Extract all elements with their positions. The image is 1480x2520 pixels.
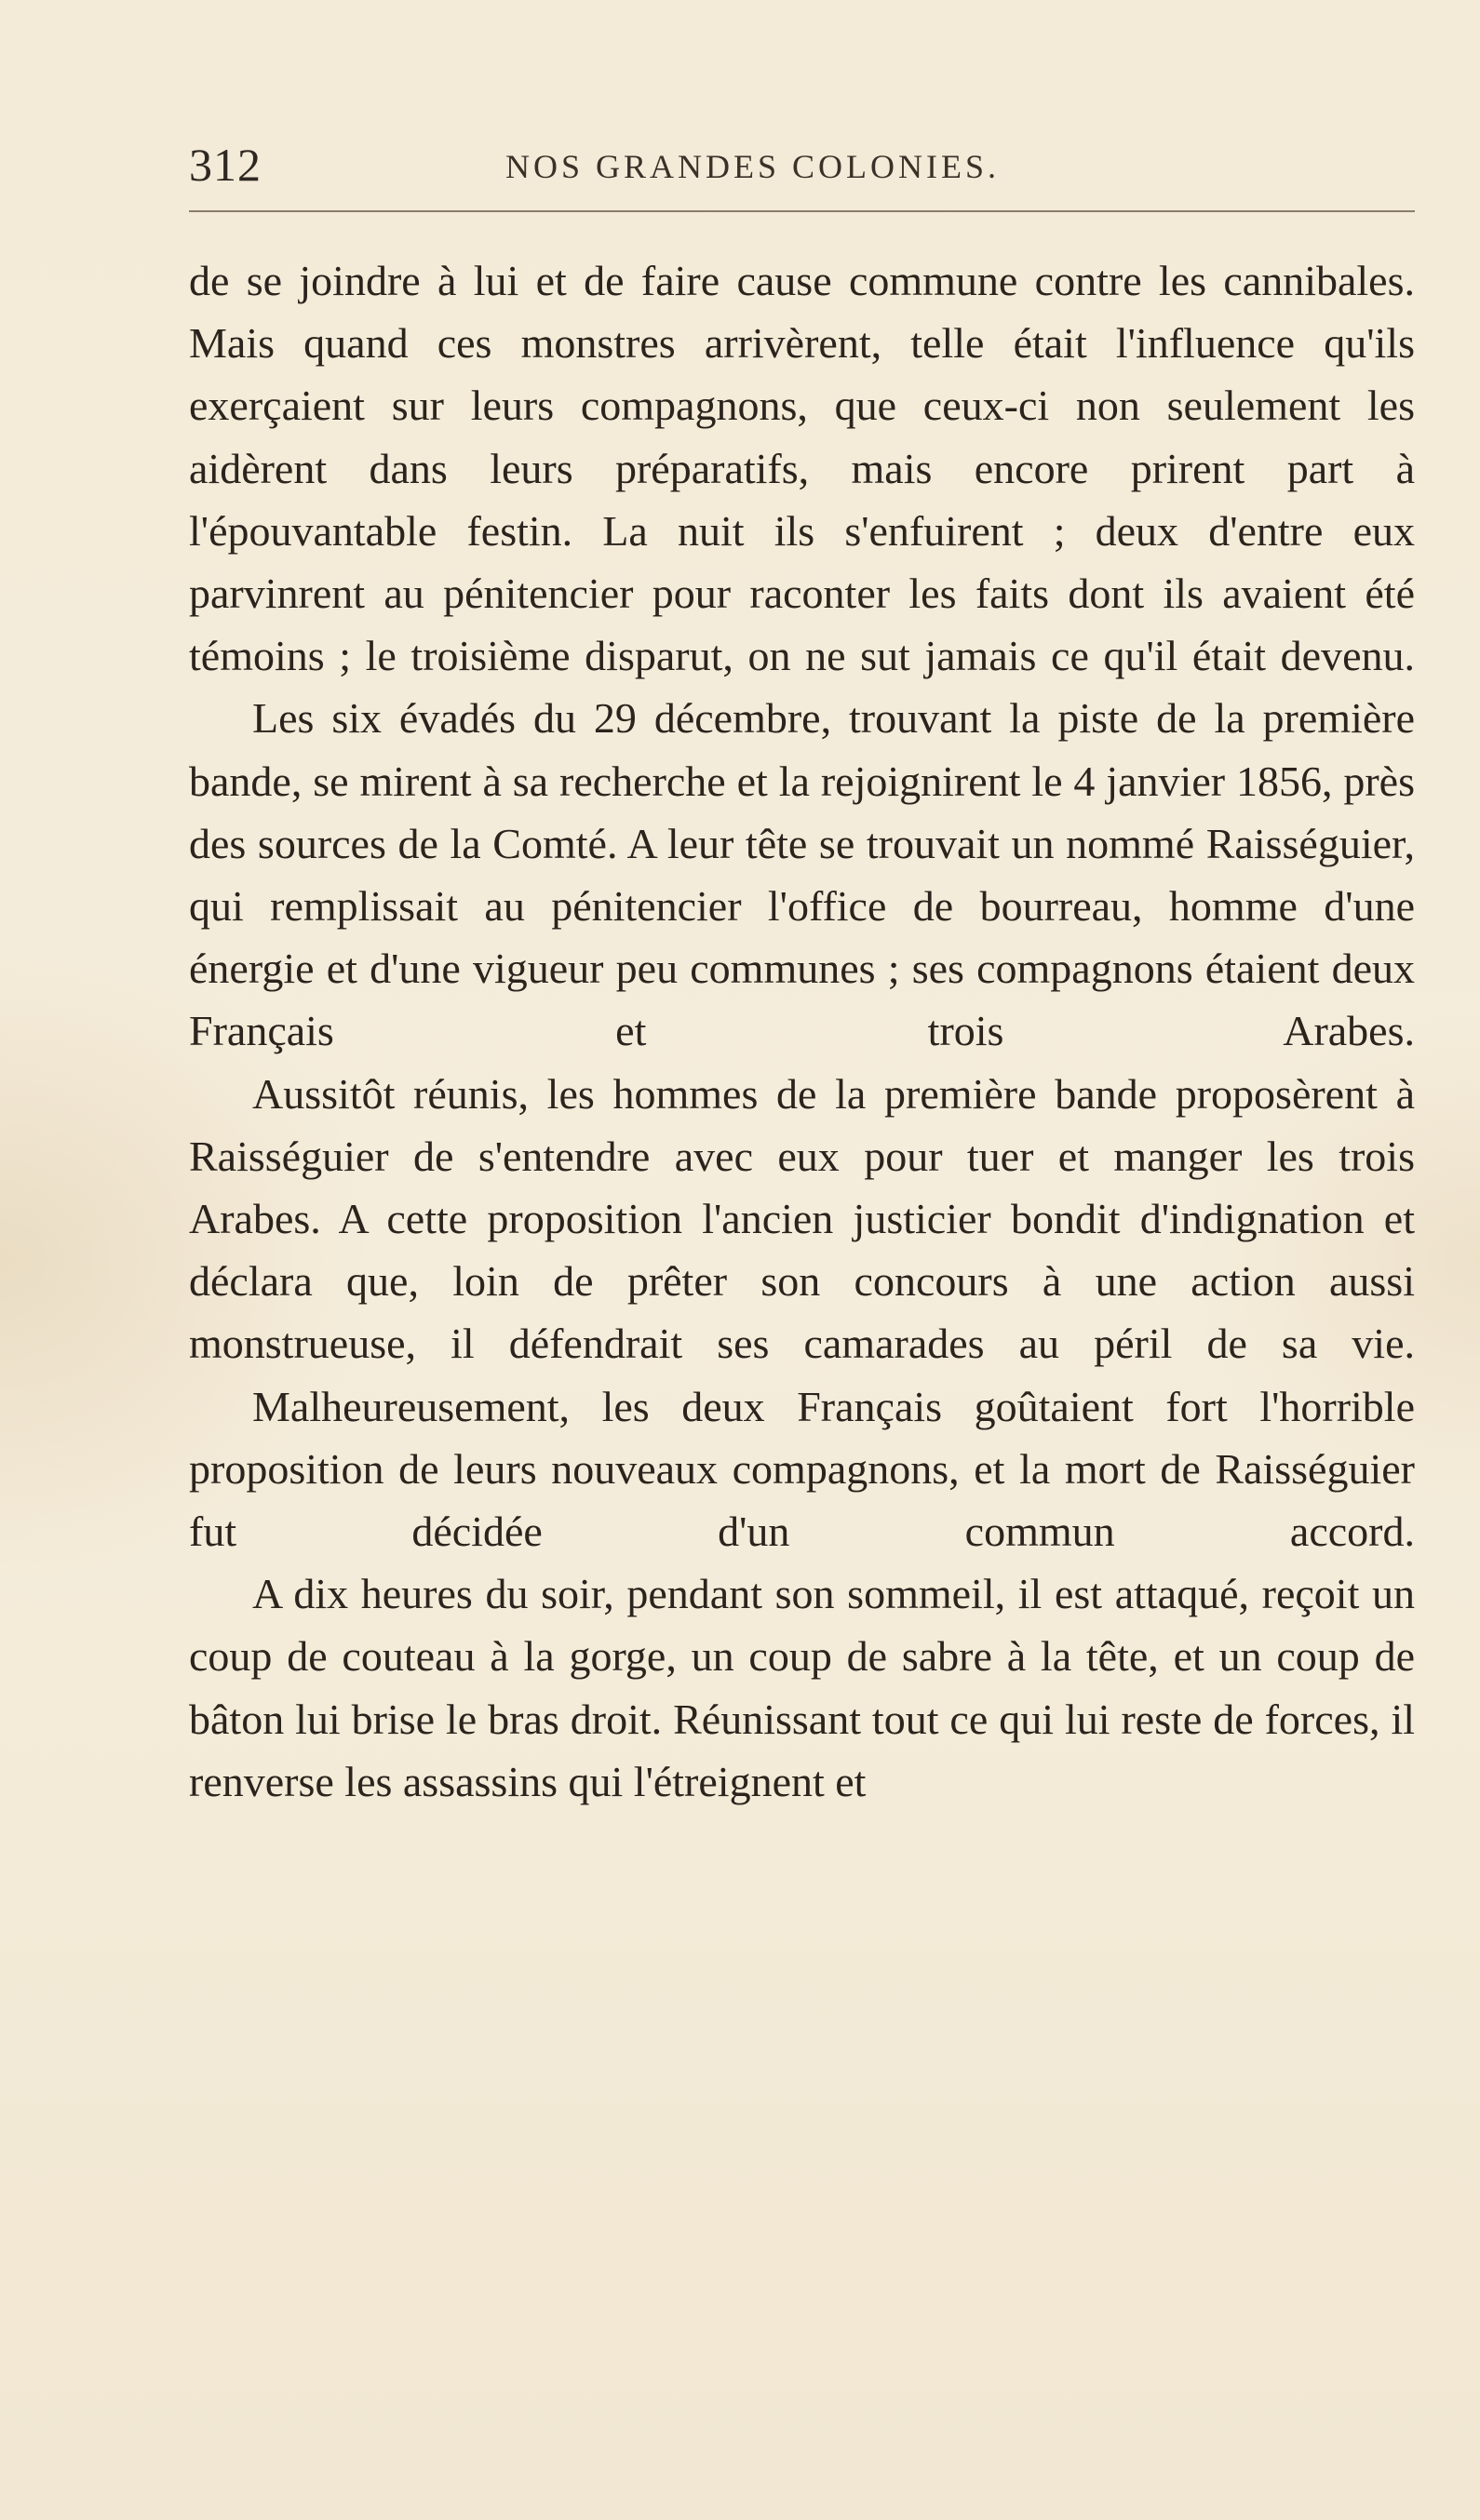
header-rule: [189, 210, 1415, 212]
paragraph: Malheureusement, les deux Français goûtaient fort l'horrible proposition de leurs nouveaux compagnons, et la mort de Raisséguier fut décidée d'un commun accord.: [189, 1382, 1415, 1556]
paragraph: A dix heures du soir, pendant son sommeil, il est attaqué, reçoit un coup de couteau à la gorge, un coup de sabre à la tête, et un coup de bâton lui brise le bras droit. Réunissant tout ce qui lui reste de forces, il renverse les assassins qui l'étreignent et: [189, 1570, 1415, 1805]
page-header: [189, 130, 1415, 195]
page-number: 312: [189, 139, 262, 191]
paragraph: Aussitôt réunis, les hommes de la première bande proposèrent à Raisséguier de s'entendre avec eux pour tuer et manger les trois Arabes. A cette proposition l'ancien justicier bondit d'indignation et déclara que, loin de prêter son concours à une action aussi monstrueuse, il défendrait ses camarades au péril de sa vie.: [189, 1069, 1415, 1368]
paragraph: de se joindre à lui et de faire cause commune contre les cannibales. Mais quand ces monstres arrivèrent, telle était l'influence qu'ils exerçaient sur leurs compagnons, que ceux-ci non seulement les aidèrent dans leurs préparatifs, mais encore prirent part à l'épouvantable festin. La nuit ils s'enfuirent ; deux d'entre eux parvinrent au pénitencier pour raconter les faits dont ils avaient été témoins ; le troisième disparut, on ne sut jamais ce qu'il était devenu.: [189, 257, 1415, 680]
body-text: [189, 249, 1415, 1813]
running-title: NOS GRANDES COLONIES.: [505, 148, 1001, 185]
paragraph: Les six évadés du 29 décembre, trouvant la piste de la première bande, se mirent à sa recherche et la rejoignirent le 4 janvier 1856, près des sources de la Comté. A leur tête se trouvait un nommé Raisséguier, qui remplissait au pénitencier l'office de bourreau, homme d'une énergie et d'une vigueur peu communes ; ses compagnons étaient deux Français et trois Arabes.: [189, 694, 1415, 1055]
